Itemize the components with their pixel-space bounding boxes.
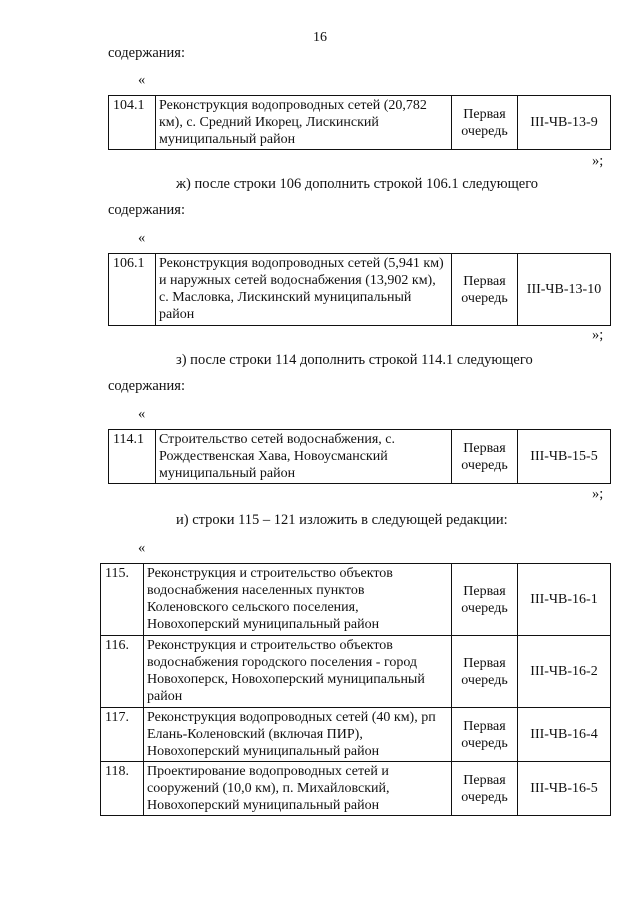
row-code: III-ЧВ-16-5 <box>518 762 611 816</box>
row-text: Реконструкция водопроводных сетей (40 км), рп Елань-Коленовский (включая ПИР), Новохоперский муниципальный район <box>144 708 452 762</box>
row-priority: Первая очередь <box>452 636 518 708</box>
close-quote: »; <box>592 327 604 343</box>
close-quote: »; <box>592 486 604 502</box>
row-code: III-ЧВ-16-2 <box>518 636 611 708</box>
close-quote: »; <box>592 153 604 169</box>
open-quote: « <box>138 540 146 556</box>
lead-text: содержания: <box>108 378 186 394</box>
row-text: Реконструкция водопроводных сетей (5,941 км) и наружных сетей водоснабжения (13,902 км), с. Масловка, Лискинский муниципальный район <box>156 254 452 326</box>
row-number: 118. <box>101 762 144 816</box>
table-block-4 <box>100 563 611 816</box>
table-block-2 <box>108 253 611 326</box>
row-priority: Первая очередь <box>452 762 518 816</box>
row-text: Проектирование водопроводных сетей и сооружений (10,0 км), п. Михайловский, Новохоперский муниципальный район <box>144 762 452 816</box>
lead-text: содержания: <box>108 202 186 218</box>
open-quote: « <box>138 230 146 246</box>
table-row <box>109 96 611 150</box>
row-text: Реконструкция водопроводных сетей (20,782 км), с. Средний Икорец, Лискинский муниципальный район <box>156 96 452 150</box>
table-row <box>109 430 611 484</box>
open-quote: « <box>138 72 146 88</box>
row-text: Строительство сетей водоснабжения, с. Рождественская Хава, Новоусманский муниципальный район <box>156 430 452 484</box>
table-row <box>101 708 611 762</box>
table-row <box>101 636 611 708</box>
lead-text: содержания: <box>108 45 186 61</box>
row-priority: Первая очередь <box>452 254 518 326</box>
row-code: III-ЧВ-15-5 <box>518 430 611 484</box>
row-code: III-ЧВ-13-10 <box>518 254 611 326</box>
row-number: 106.1 <box>109 254 156 326</box>
table-row <box>109 254 611 326</box>
table-row <box>101 564 611 636</box>
row-number: 114.1 <box>109 430 156 484</box>
row-number: 104.1 <box>109 96 156 150</box>
row-text: Реконструкция и строительство объектов водоснабжения городского поселения - город Новохоперск, Новохоперский муниципальный район <box>144 636 452 708</box>
row-priority: Первая очередь <box>452 96 518 150</box>
row-priority: Первая очередь <box>452 430 518 484</box>
page-number: 16 <box>313 30 327 45</box>
instruction-text: з) после строки 114 дополнить строкой 114.1 следующего <box>176 352 533 368</box>
table-row <box>101 762 611 816</box>
instruction-text: ж) после строки 106 дополнить строкой 106.1 следующего <box>176 176 539 192</box>
row-code: III-ЧВ-16-4 <box>518 708 611 762</box>
instruction-text: и) строки 115 – 121 изложить в следующей редакции: <box>176 512 508 528</box>
row-text: Реконструкция и строительство объектов водоснабжения населенных пунктов Коленовского сельского поселения, Новохоперский муниципальный район <box>144 564 452 636</box>
open-quote: « <box>138 406 146 422</box>
row-number: 115. <box>101 564 144 636</box>
row-number: 116. <box>101 636 144 708</box>
row-priority: Первая очередь <box>452 564 518 636</box>
table-block-3 <box>108 429 611 484</box>
row-code: III-ЧВ-13-9 <box>518 96 611 150</box>
row-number: 117. <box>101 708 144 762</box>
table-block-1 <box>108 95 611 150</box>
row-code: III-ЧВ-16-1 <box>518 564 611 636</box>
row-priority: Первая очередь <box>452 708 518 762</box>
